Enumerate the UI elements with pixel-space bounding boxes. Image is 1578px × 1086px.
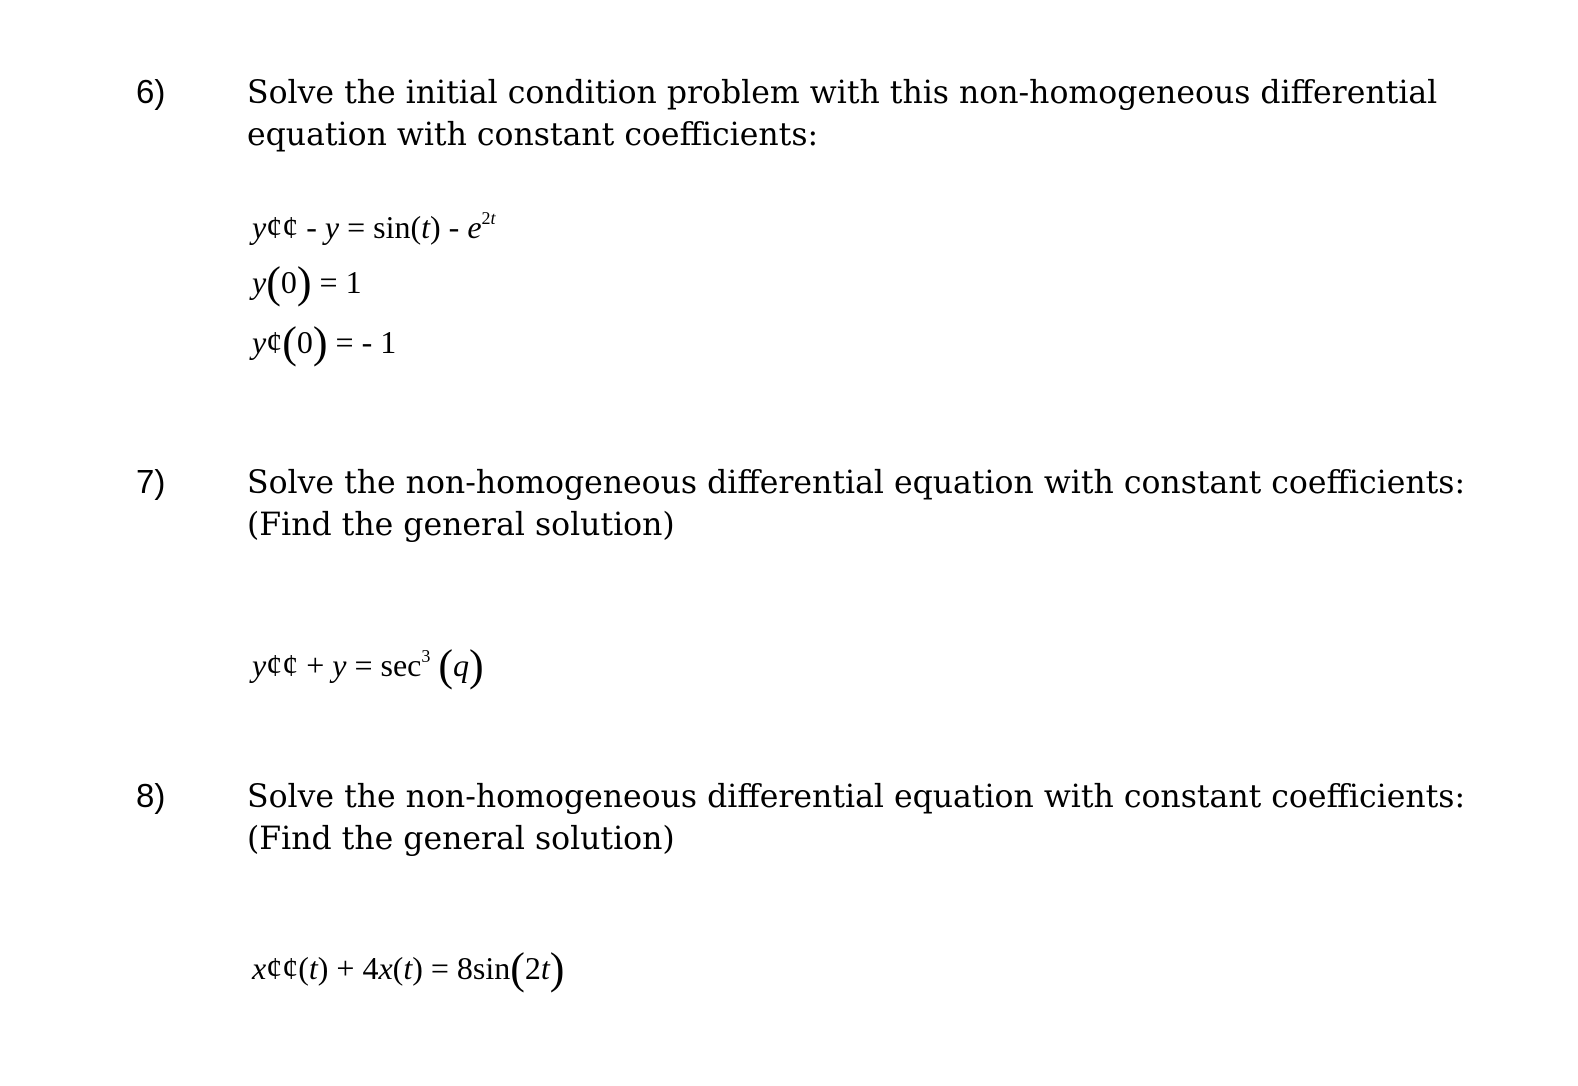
problem-7-number: 7) — [136, 463, 166, 500]
problem-7-prompt-line-2: (Find the general solution) — [247, 507, 675, 543]
problem-8-number: 8) — [136, 777, 166, 814]
problem-6-number: 6) — [136, 73, 166, 110]
problem-6-prompt — [247, 72, 1497, 156]
problem-7-prompt-line-1: Solve the non-homogeneous differential equation with constant coefficients: — [247, 465, 1466, 501]
problem-8-prompt — [247, 776, 1497, 860]
problem-6-prompt-line-2: equation with constant coefficients: — [247, 117, 819, 153]
problem-8-equation-1: x¢¢(t) + 4x(t) = 8sin(2t) — [252, 944, 565, 993]
problem-7-prompt — [247, 462, 1497, 546]
problem-8-prompt-line-2: (Find the general solution) — [247, 821, 675, 857]
problem-6-equation-2: y(0) = 1 — [252, 258, 362, 307]
problem-7-equation-1: y¢¢ + $y = \sec^3 (q)$ — [252, 641, 484, 690]
problem-8-prompt-line-1: Solve the non-homogeneous differential equation with constant coefficients: — [247, 779, 1466, 815]
problem-6-equation-1: y¢¢ - $y = \sin(t) - e^{2t}$ — [252, 208, 496, 245]
problem-6-equation-3: y¢(0) = - 1 — [252, 318, 397, 367]
problem-6-prompt-line-1: Solve the initial condition problem with this non-homogeneous differential — [247, 75, 1438, 111]
